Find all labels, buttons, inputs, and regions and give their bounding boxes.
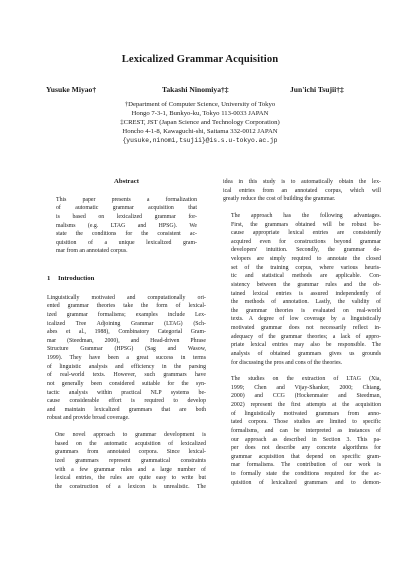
- author-tsujii: Jun'ichi Tsujii†‡: [290, 85, 344, 94]
- text-line: tactic analysis within practical NLP systems be-: [47, 389, 206, 396]
- text-line: sistency between the grammar rules and the ob-: [231, 281, 381, 288]
- author-list: [40, 85, 380, 97]
- affiliation-line: Hongo 7-3-1, Bunkyo-ku, Tokyo 113-0033 JAPAN: [131, 109, 269, 117]
- text-line: the construction of a lexicon is unrealistic. The: [55, 483, 206, 490]
- author-email: {yusuke,ninomi,tsujii}@is.s.u-tokyo.ac.jp: [122, 136, 278, 144]
- text-line: tained lexical entries is assured independently of: [231, 290, 381, 297]
- text-line: with a few grammar rules and a large number of: [55, 466, 206, 473]
- text-line: developers' intuition. Secondly, the grammar de-: [231, 247, 381, 254]
- abstract-line: quisition of a unique lexicalized gram-: [56, 239, 197, 246]
- affiliation-line: Honcho 4-1-8, Kawaguchi-shi, Saitama 332-0012 JAPAN: [122, 127, 278, 135]
- text-line: adequacy of the grammar theories; a lack of appro-: [231, 333, 381, 340]
- affiliation-block: [0, 101, 400, 146]
- text-line: lexical entries, the rules are quite easy to write but: [55, 475, 206, 482]
- text-line: The approach has the following advantages.: [231, 212, 381, 219]
- author-ninomiya: Takashi Ninomiya†‡: [162, 85, 229, 94]
- author-miyao: Yusuke Miyao†: [46, 85, 97, 94]
- text-line: cause appropriate lexical entries are consistently: [231, 230, 381, 237]
- text-line: the methods of annotation. Lastly, the validity of: [231, 299, 381, 306]
- text-line: to formally state the conditions required for the ac-: [231, 471, 381, 477]
- text-line: ical entries from an annotated corpus, which will: [223, 187, 381, 194]
- text-line: per does not describe any concrete algorithms for: [231, 445, 381, 452]
- text-line: The studies on the extraction of LTAG (Xia,: [231, 376, 381, 383]
- text-line: of linguistic analysis and efficiency in the parsing: [47, 363, 206, 370]
- intro-paragraph-2-continued: [223, 178, 381, 204]
- section-heading-introduction: [47, 275, 206, 284]
- intro-paragraph-4: [223, 375, 381, 487]
- abstract-heading: Abstract: [114, 178, 139, 185]
- intro-paragraph-3: [223, 212, 381, 367]
- paper-title: Lexicalized Grammar Acquisition: [121, 54, 279, 65]
- abstract-line: of automatic grammar acquisition that: [56, 205, 197, 212]
- left-column: [47, 178, 206, 491]
- text-line: motivated grammar does not necessarily reflect in-: [231, 325, 381, 331]
- text-line: Structure Grammar (HPSG) (Sag and Wasow,: [47, 346, 206, 353]
- text-line: icalized Tree Adjoining Grammar (LTAG) (Sch-: [47, 320, 206, 327]
- text-line: robust and provide broad coverage.: [47, 415, 130, 422]
- abstract-line: This paper presents a formalization: [56, 196, 197, 203]
- text-line: tic and statistical methods are applicable. Con-: [231, 273, 381, 280]
- text-line: grammar acquisition that depend on specific gram-: [231, 453, 381, 460]
- text-line: formalisms, and can be interpreted as instances of: [231, 427, 381, 434]
- text-line: One novel approach to grammar development is: [55, 432, 206, 438]
- section-title: Introduction: [58, 275, 95, 282]
- text-line: grammars from annotated corpora. Since lexical-: [55, 449, 206, 456]
- text-line: our approach as described in Section 3. This pa-: [231, 436, 381, 443]
- text-line: First, the grammars obtained will be robust be-: [231, 221, 381, 228]
- right-column: [223, 178, 381, 487]
- text-line: of linguistically motivated grammars from anno-: [231, 410, 381, 417]
- text-line: acquired even for constructions beyond grammar: [231, 238, 381, 245]
- abstract-line: is based on lexicalized grammar for-: [56, 213, 197, 220]
- affiliation-line: ‡CREST, JST (Japan Science and Technology Corporation): [120, 118, 280, 126]
- text-line: velopers are simply required to annotate the closed: [231, 256, 381, 262]
- text-line: mar (Steedman, 2000), and Head-driven Phrase: [47, 337, 206, 344]
- text-line: and maintain lexicalized grammars that are both: [47, 406, 206, 413]
- intro-paragraph-2: [47, 431, 206, 491]
- affiliation-line: †Department of Computer Science, University of Tokyo: [124, 101, 276, 108]
- text-line: based on the automatic acquisition of lexicalized: [55, 440, 206, 447]
- text-line: the grammar theories is evaluated on real-world: [231, 307, 381, 314]
- text-line: tated corpora. Those studies are limited to specific: [231, 419, 381, 426]
- text-line: 1999). They have been a great success in terms: [47, 355, 206, 361]
- text-line: idea in this study is to automatically obtain the lex-: [223, 179, 381, 185]
- abstract-line: malisms (e.g. LTAG and HPSG). We: [56, 222, 197, 229]
- section-number: 1: [47, 275, 51, 282]
- text-line: not generally been considered suitable for the syn-: [47, 380, 206, 387]
- text-line: Linguistically motivated and computationally ori-: [47, 294, 206, 301]
- text-line: greatly reduce the cost of building the grammar.: [223, 196, 336, 203]
- text-line: 1999; Chen and Vijay-Shanker, 2000; Chiang,: [231, 384, 381, 391]
- text-line: set of the training corpus, where various heuris-: [231, 264, 381, 271]
- text-line: quisition of lexicalized grammars and to demon-: [231, 479, 381, 486]
- text-line: texts. A degree of low coverage by a linguistically: [231, 316, 381, 323]
- abstract-body: [47, 196, 206, 256]
- text-line: 2002) represent the first attempts at the acquisition: [231, 402, 381, 408]
- text-line: cause considerable effort is required to develop: [47, 398, 206, 405]
- text-line: abes et al., 1988), Combinatory Categorial Gram-: [47, 329, 206, 336]
- text-line: ized grammars represent grammatical constraints: [55, 457, 206, 464]
- text-line: for discussing the pros and cons of the theories.: [231, 359, 343, 366]
- intro-paragraph-1: [47, 294, 206, 423]
- text-line: 2000) and CCG (Hockenmaier and Steedman,: [231, 393, 381, 400]
- text-line: mar formalisms. The contribution of our work is: [231, 462, 381, 469]
- text-line: analysis of obtained grammars gives us grounds: [231, 350, 381, 357]
- text-line: ented grammar theories take the form of lexical-: [47, 303, 206, 310]
- text-line: ized grammar formalisms; examples include Lex-: [47, 311, 206, 318]
- text-line: priate lexical entries may also be responsible. The: [231, 342, 381, 349]
- abstract-line: mar from an annotated corpus.: [56, 248, 128, 255]
- abstract-line: state the conditions for the consistent ac-: [56, 231, 197, 238]
- text-line: of real-world texts. However, such grammars have: [47, 372, 206, 379]
